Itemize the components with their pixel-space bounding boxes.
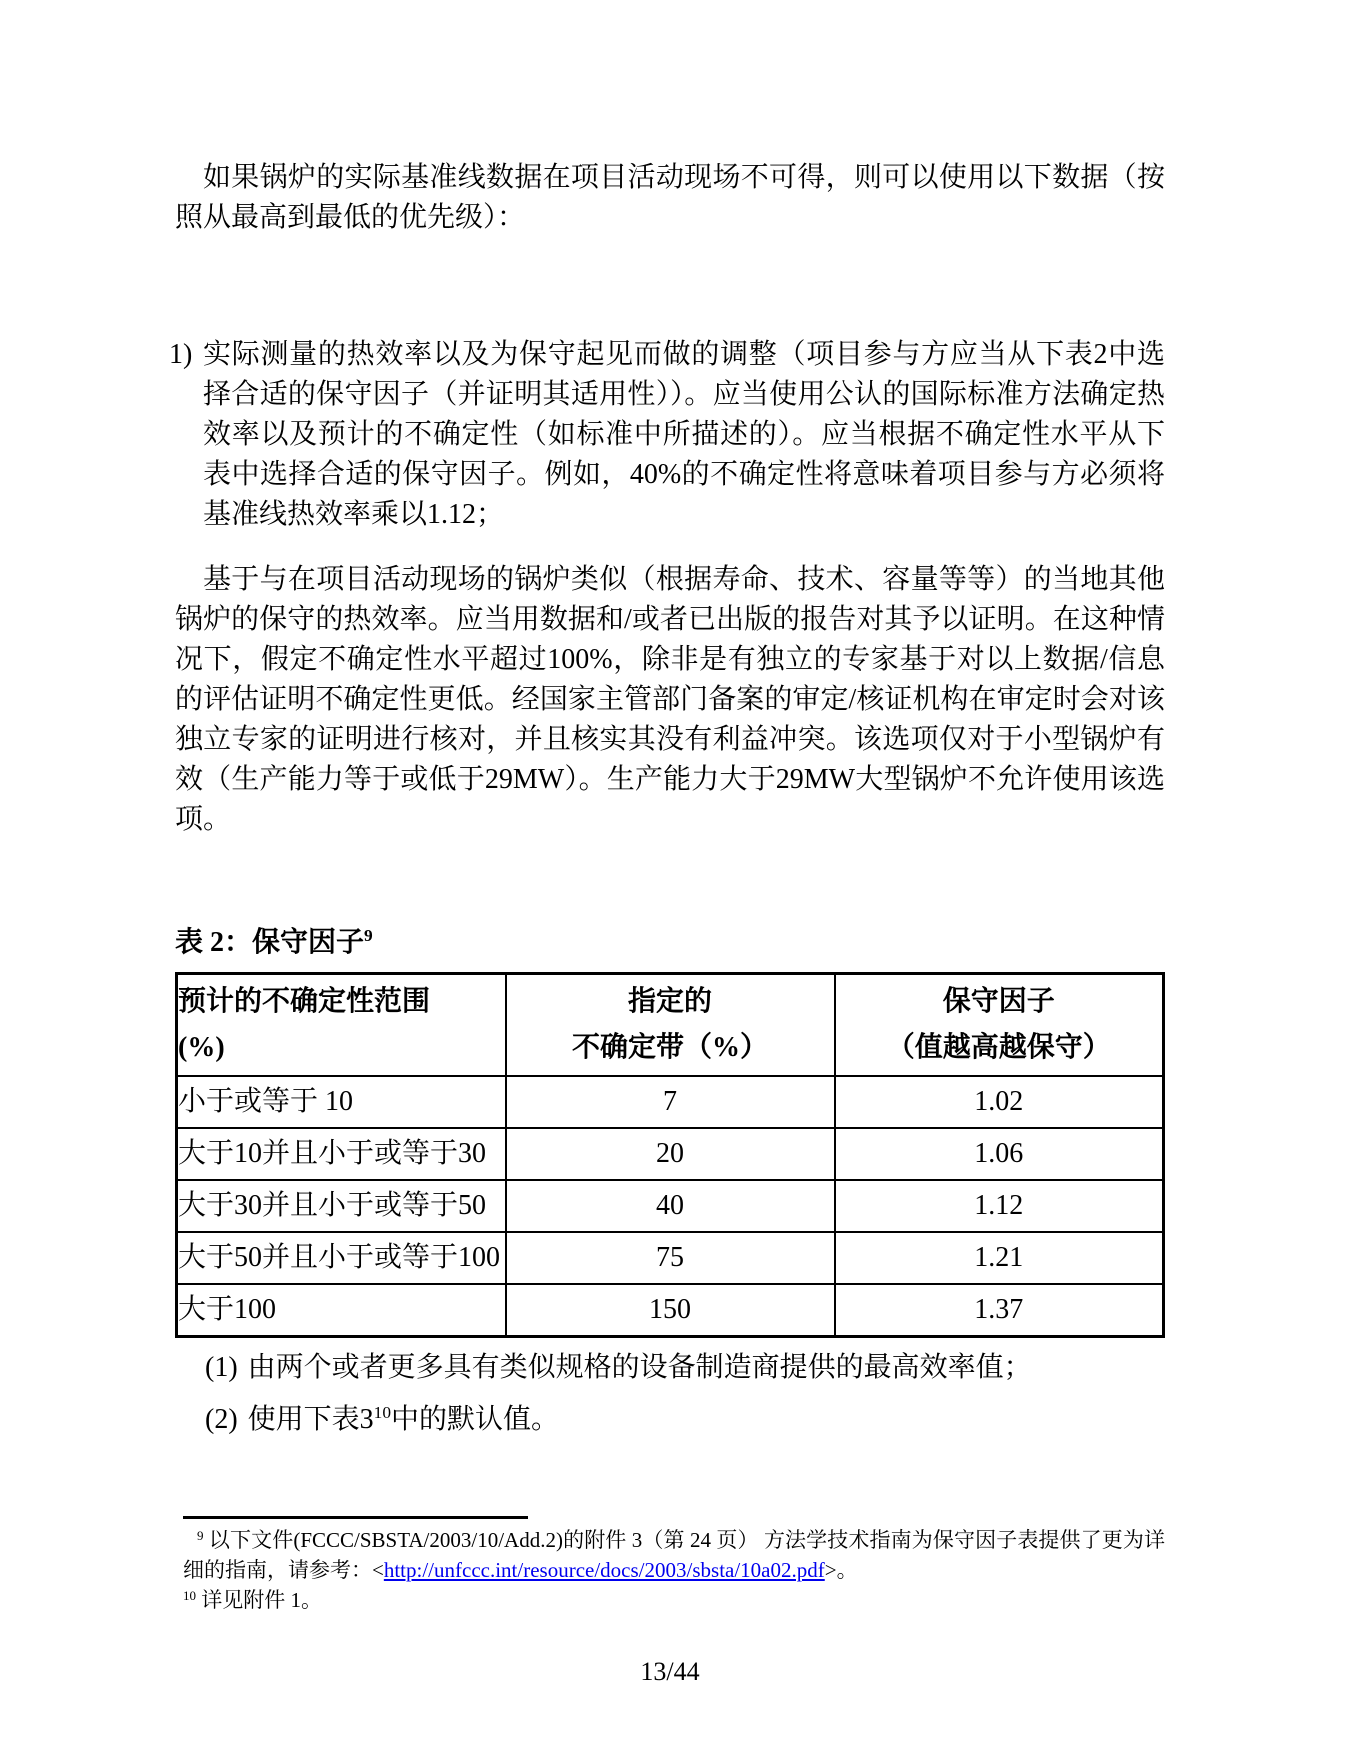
footnote-9 — [183, 1525, 1165, 1585]
conservativeness-factor-table — [175, 972, 1165, 1338]
table-row — [177, 1180, 1164, 1232]
footnote-ref-10: 10 — [373, 1403, 392, 1423]
footnote-9-text-after: >。 — [824, 1558, 858, 1582]
cell-factor: 1.37 — [835, 1284, 1164, 1337]
table-title-text: 表 2：保守因子 — [175, 927, 365, 958]
page-number: 13/44 — [640, 1657, 700, 1686]
list-item-number: 1) — [169, 339, 193, 370]
numbered-list-item-1 — [169, 335, 1165, 535]
footnote-10-text: 详见附件 1。 — [201, 1588, 323, 1612]
header-line: (%) — [178, 1032, 225, 1063]
cell-range: 大于100 — [177, 1284, 506, 1337]
header-uncertainty-range — [177, 974, 506, 1077]
intro-paragraph: 如果锅炉的实际基准线数据在项目活动现场不可得，则可以使用以下数据（按照从最高到最低的优先级）： — [175, 162, 1165, 233]
footnote-9-link[interactable]: http://unfccc.int/resource/docs/2003/sbsta/10a02.pdf — [383, 1558, 825, 1582]
header-line: 指定的 — [627, 986, 712, 1017]
cell-factor: 1.06 — [835, 1128, 1164, 1180]
body-paragraph: 基于与在项目活动现场的锅炉类似（根据寿命、技术、容量等等）的当地其他锅炉的保守的热效率。应当用数据和/或者已出版的报告对其予以证明。在这种情况下，假定不确定性水平超过100%，除非是有独立的专家基于对以上数据/信息的评估证明不确定性更低。经国家主管部门备案的审定/核证机构在审定时会对该独立专家的证明进行核对，并且核实其没有利益冲突。该选项仅对于小型锅炉有效（生产能力等于或低于29MW）。生产能力大于29MW大型锅炉不允许使用该选项。 — [175, 564, 1165, 835]
table-row — [177, 1232, 1164, 1284]
footnote-9-text: 以下文件(FCCC/SBSTA/2003/10/Add.2)的附件 3（第 24 页） 方法学技术指南为保守因子表提供了更为详细的指南，请参考：< — [183, 1528, 1165, 1582]
header-line: 保守因子 — [942, 986, 1055, 1017]
sub-item-number: (2) — [205, 1404, 238, 1435]
footnote-10-marker: 10 — [183, 1587, 197, 1603]
sub-list-item-1 — [205, 1348, 1165, 1388]
header-assigned-band — [506, 974, 835, 1077]
cell-factor: 1.12 — [835, 1180, 1164, 1232]
sub-list-item-2 — [205, 1400, 1165, 1440]
header-line: 预计的不确定性范围 — [178, 986, 431, 1017]
table-header-row — [177, 974, 1164, 1077]
cell-range: 大于50并且小于或等于100 — [177, 1232, 506, 1284]
table-row — [177, 1076, 1164, 1128]
header-conservativeness-factor — [835, 974, 1164, 1077]
footnotes-section — [183, 1525, 1165, 1615]
sub-list — [175, 1348, 1165, 1440]
footnote-ref-9: 9 — [364, 926, 373, 946]
table-row — [177, 1284, 1164, 1337]
header-line: 不确定带（%） — [571, 1032, 768, 1063]
sub-item-text: 中的默认值。 — [391, 1404, 560, 1435]
sub-item-number: (1) — [205, 1352, 238, 1383]
footnote-10 — [183, 1585, 1165, 1615]
cell-band: 7 — [506, 1076, 835, 1128]
table-title — [175, 923, 1165, 963]
cell-band: 40 — [506, 1180, 835, 1232]
cell-range: 大于30并且小于或等于50 — [177, 1180, 506, 1232]
cell-band: 20 — [506, 1128, 835, 1180]
list-item-text: 实际测量的热效率以及为保守起见而做的调整（项目参与方应当从下表2中选择合适的保守因子（并证明其适用性））。应当使用公认的国际标准方法确定热效率以及预计的不确定性（如标准中所描述的）。应当根据不确定性水平从下表中选择合适的保守因子。例如，40%的不确定性将意味着项目参与方必须将基准线热效率乘以1.12； — [203, 339, 1165, 530]
sub-item-text: 使用下表3 — [247, 1404, 374, 1435]
footnote-9-marker: 9 — [197, 1527, 204, 1543]
header-line: （值越高越保守） — [886, 1032, 1111, 1063]
footnote-separator-rule — [183, 1516, 528, 1519]
table-row — [177, 1128, 1164, 1180]
cell-range: 小于或等于 10 — [177, 1076, 506, 1128]
cell-factor: 1.21 — [835, 1232, 1164, 1284]
sub-item-text: 由两个或者更多具有类似规格的设备制造商提供的最高效率值； — [247, 1352, 1032, 1383]
cell-band: 150 — [506, 1284, 835, 1337]
cell-band: 75 — [506, 1232, 835, 1284]
cell-factor: 1.02 — [835, 1076, 1164, 1128]
cell-range: 大于10并且小于或等于30 — [177, 1128, 506, 1180]
